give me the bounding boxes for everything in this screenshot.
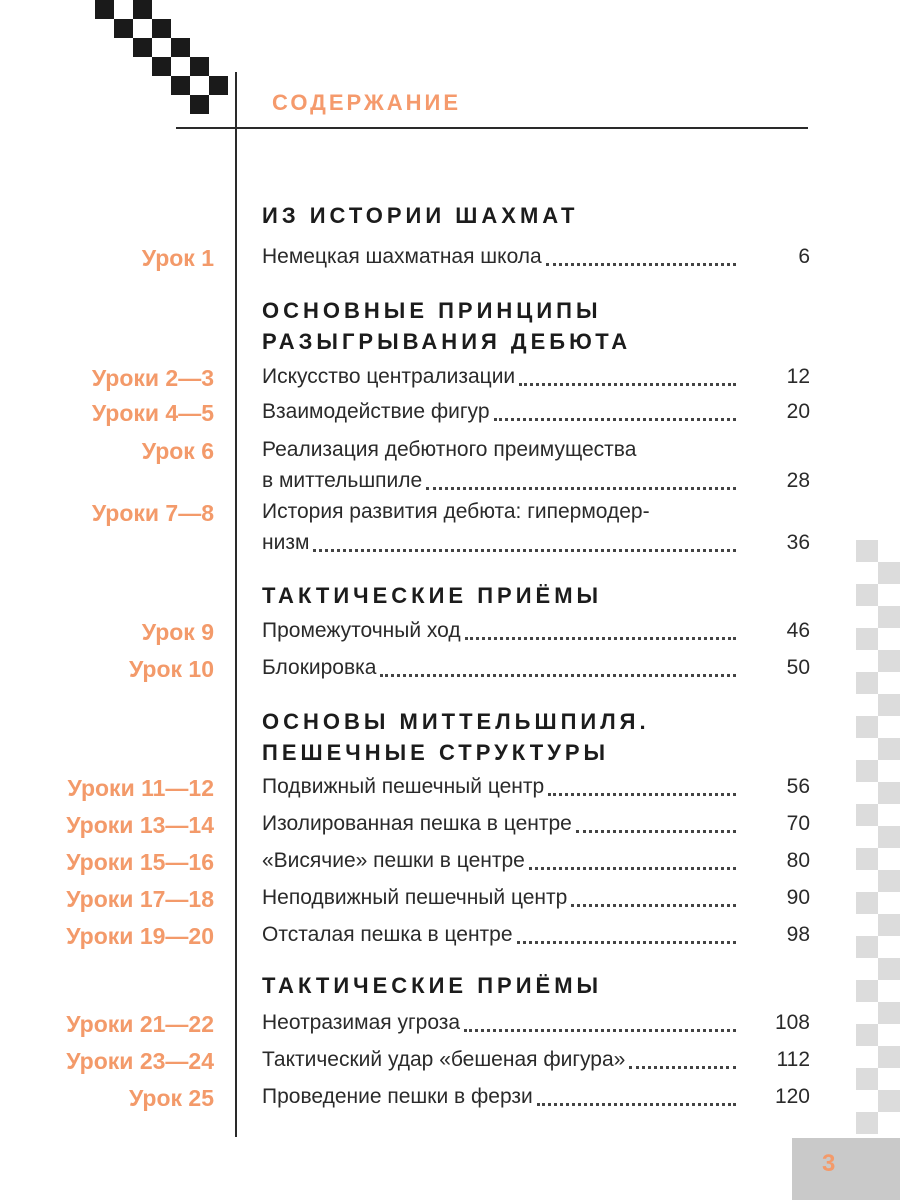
checker-square	[171, 38, 190, 57]
entry-title: Отсталая пешка в центре	[262, 923, 513, 946]
lesson-label: Уроки 7—8	[91, 500, 214, 526]
entry-page: 46	[786, 619, 810, 642]
entry-page: 50	[786, 656, 810, 679]
lesson-label: Уроки 4—5	[91, 400, 214, 426]
toc-entry[interactable]	[262, 919, 810, 950]
section-heading: ОСНОВЫ МИТТЕЛЬШПИЛЯ. ПЕШЕЧНЫЕ СТРУКТУРЫ	[262, 709, 650, 765]
entry-page: 108	[774, 1011, 810, 1034]
lesson-label: Урок 25	[128, 1085, 214, 1111]
dot-leader	[519, 383, 736, 386]
section-heading: ОСНОВНЫЕ ПРИНЦИПЫ РАЗЫГРЫВАНИЯ ДЕБЮТА	[262, 298, 632, 354]
toc-entry[interactable]	[262, 241, 810, 272]
dot-leader	[464, 1029, 736, 1032]
lesson-label: Уроки 15—16	[66, 849, 214, 875]
checker-square	[152, 57, 171, 76]
entry-title: Промежуточный ход	[262, 619, 461, 642]
entry-title: Неотразимая угроза	[262, 1011, 461, 1034]
page-title: СОДЕРЖАНИЕ	[272, 90, 462, 115]
entry-title: «Висячие» пешки в центре	[262, 849, 525, 872]
toc-entry[interactable]	[262, 1007, 810, 1038]
checker-square	[133, 0, 152, 19]
entry-title: низм	[262, 531, 310, 554]
entry-page: 112	[776, 1048, 810, 1071]
entry-page: 80	[786, 849, 810, 872]
toc-entry[interactable]	[262, 808, 810, 839]
dot-leader	[380, 674, 736, 677]
entry-page: 70	[786, 812, 810, 835]
entry-page: 6	[798, 245, 810, 268]
entry-title: Неподвижный пешечный центр	[262, 886, 568, 909]
dot-leader	[571, 904, 736, 907]
lesson-label: Уроки 23—24	[66, 1048, 214, 1074]
entry-title-line1: История развития дебюта: гипермодер-	[262, 500, 650, 523]
dot-leader	[494, 418, 737, 421]
toc-entry[interactable]	[262, 361, 810, 392]
lesson-label: Урок 9	[141, 619, 214, 645]
toc-entry[interactable]	[262, 1044, 810, 1075]
entry-title: Искусство централизации	[262, 365, 516, 388]
lesson-label: Уроки 21—22	[66, 1011, 214, 1037]
entry-title: Проведение пешки в ферзи	[262, 1085, 533, 1108]
entry-page: 12	[786, 365, 810, 388]
entry-page: 28	[786, 469, 810, 492]
lesson-label: Урок 6	[141, 438, 214, 464]
page-number: 3	[822, 1150, 836, 1177]
entry-page: 98	[786, 923, 810, 946]
entry-title: Немецкая шахматная школа	[262, 245, 542, 268]
dot-leader	[529, 867, 736, 870]
toc-entry[interactable]	[262, 882, 810, 913]
entry-page: 20	[786, 400, 810, 423]
lesson-label: Уроки 11—12	[67, 775, 214, 801]
toc-entry[interactable]	[262, 615, 810, 646]
dot-leader	[517, 941, 736, 944]
entry-title: в миттельшпиле	[262, 469, 423, 492]
dot-leader	[313, 549, 736, 552]
entry-title-line1: Реализация дебютного преимущества	[262, 438, 637, 461]
checker-square	[190, 57, 209, 76]
vertical-rule	[235, 72, 237, 1137]
dot-leader	[537, 1103, 736, 1106]
lesson-label: Урок 1	[141, 245, 214, 271]
lesson-label: Уроки 13—14	[66, 812, 214, 838]
toc-entry[interactable]	[262, 771, 810, 802]
page-corner-tab	[792, 1138, 900, 1200]
checker-square	[133, 38, 152, 57]
entry-title: Взаимодействие фигур	[262, 400, 490, 423]
section-heading: ТАКТИЧЕСКИЕ ПРИЁМЫ	[262, 583, 603, 608]
section-heading: ИЗ ИСТОРИИ ШАХМАТ	[262, 203, 579, 228]
checker-square	[171, 76, 190, 95]
dot-leader	[465, 637, 736, 640]
checker-square	[114, 19, 133, 38]
lesson-label: Уроки 17—18	[66, 886, 214, 912]
toc-entry[interactable]	[262, 434, 810, 496]
section-heading: ТАКТИЧЕСКИЕ ПРИЁМЫ	[262, 973, 603, 998]
dot-leader	[576, 830, 736, 833]
entry-page: 36	[786, 531, 810, 554]
lesson-label: Урок 10	[128, 656, 214, 682]
dot-leader	[546, 263, 736, 266]
entry-title: Блокировка	[262, 656, 377, 679]
toc-entry[interactable]	[262, 652, 810, 683]
entry-title: Тактический удар «бешеная фигура»	[262, 1048, 626, 1071]
toc-entry[interactable]	[262, 1081, 810, 1112]
entry-page: 56	[786, 775, 810, 798]
entry-page: 120	[774, 1085, 810, 1108]
entry-page: 90	[786, 886, 810, 909]
lesson-label: Уроки 2—3	[91, 365, 214, 391]
lesson-label: Уроки 19—20	[66, 923, 214, 949]
entry-title: Подвижный пешечный центр	[262, 775, 545, 798]
toc-entry[interactable]	[262, 496, 810, 558]
entry-title: Изолированная пешка в центре	[262, 812, 572, 835]
header-rule	[176, 127, 808, 129]
checker-square	[152, 19, 171, 38]
checker-square	[209, 76, 228, 95]
toc-entry[interactable]	[262, 845, 810, 876]
dot-leader	[629, 1066, 736, 1069]
checker-square	[190, 95, 209, 114]
toc-entry[interactable]	[262, 396, 810, 427]
checker-square	[95, 0, 114, 19]
dot-leader	[426, 487, 736, 490]
dot-leader	[548, 793, 736, 796]
